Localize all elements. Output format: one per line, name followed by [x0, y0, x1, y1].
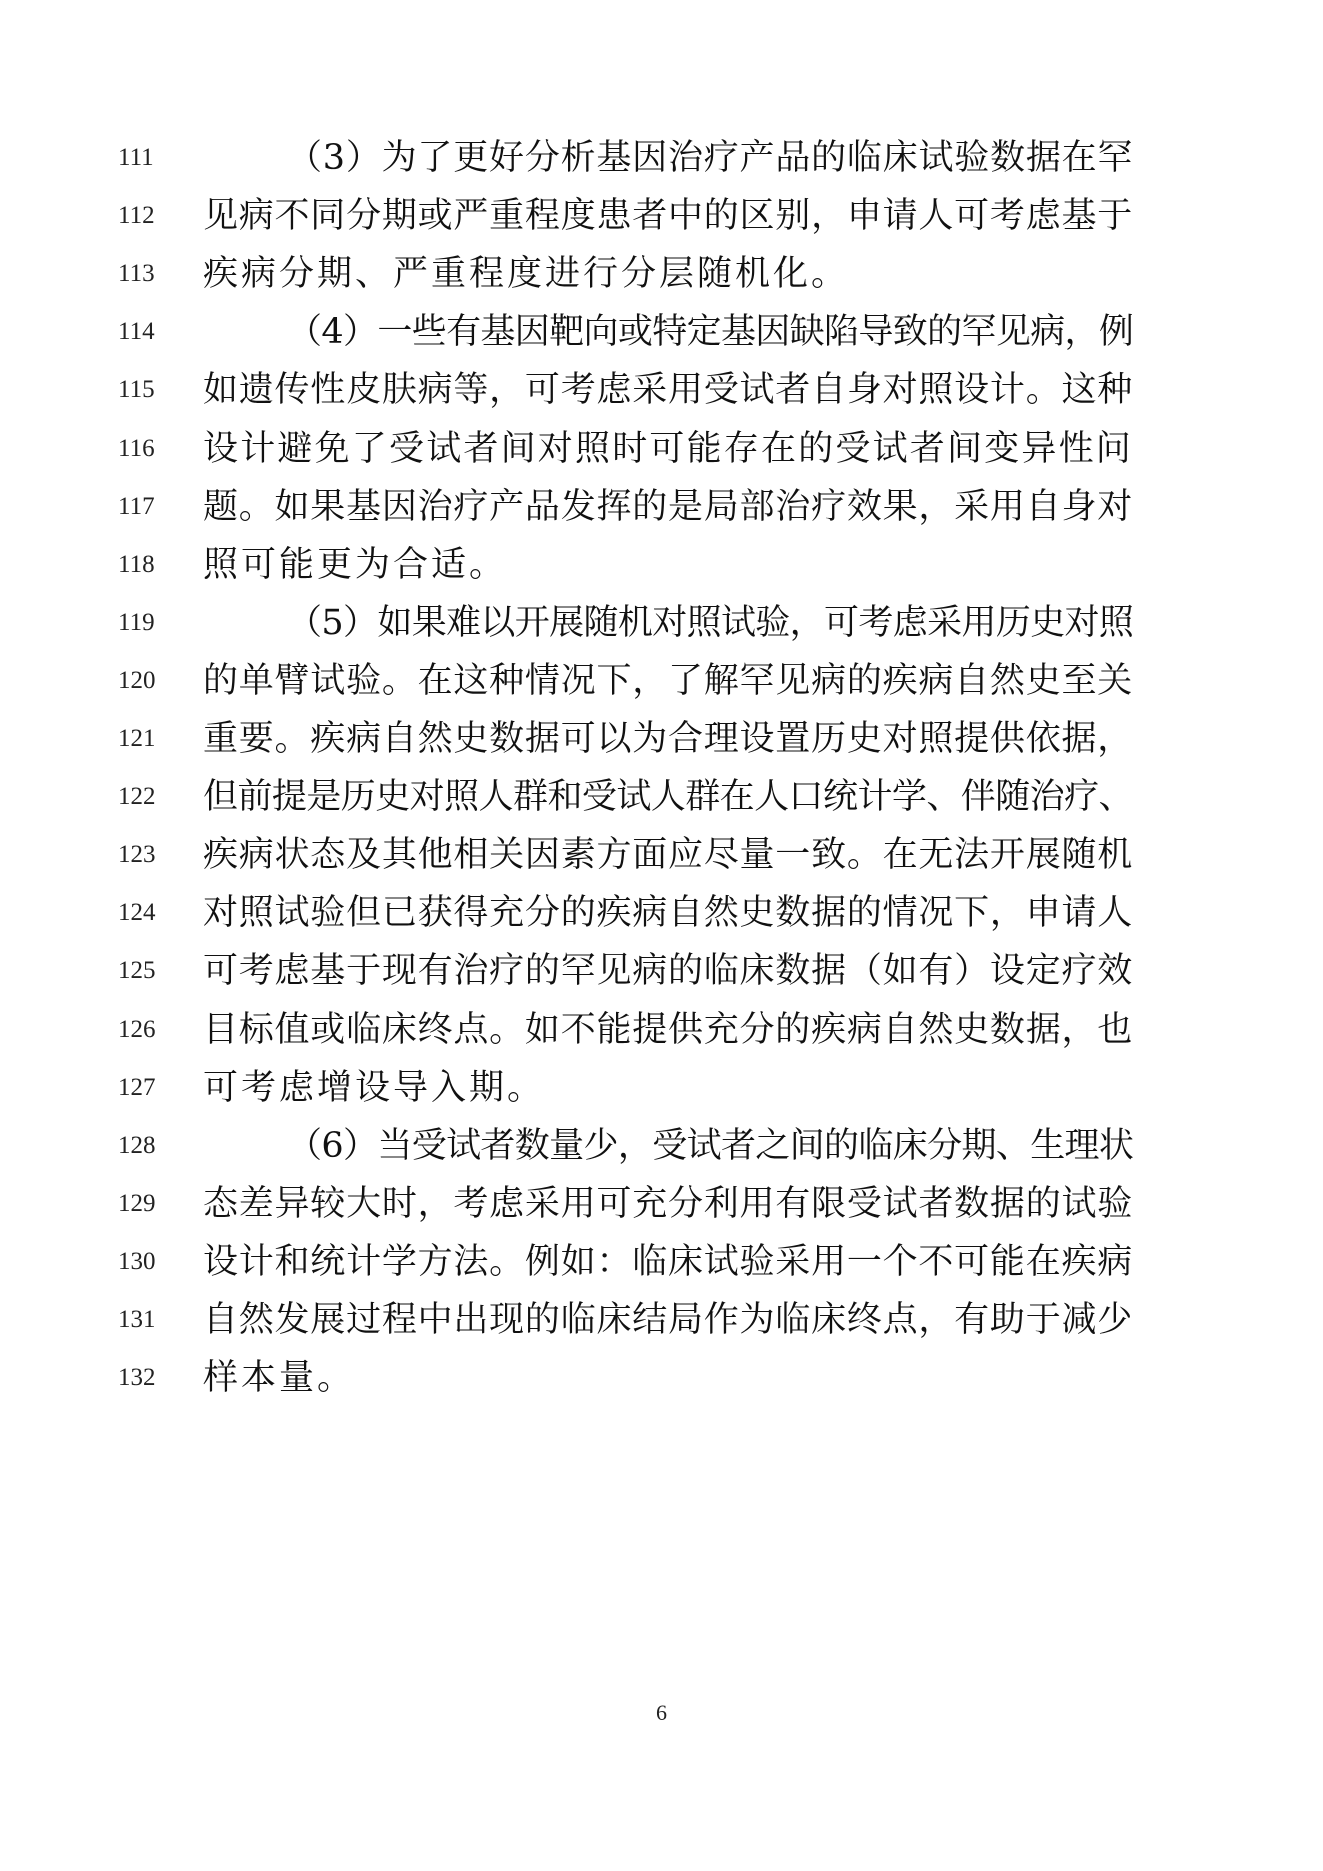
line-text: 态差异较大时，考虑采用可充分利用有限受试者数据的试验 [203, 1183, 1134, 1224]
line-number: 114 [118, 318, 155, 346]
line-text: （4）一些有基因靶向或特定基因缺陷导致的罕见病，例 [287, 312, 1134, 353]
line-text: 照可能更为合适。 [203, 544, 508, 585]
line-number: 124 [118, 899, 156, 927]
page-number: 6 [656, 1700, 667, 1725]
line-text: 重要。疾病自然史数据可以为合理设置历史对照提供依据， [203, 719, 1134, 759]
line-text: 见病不同分期或严重程度患者中的区别，申请人可考虑基于 [203, 196, 1134, 237]
line-number: 111 [118, 144, 154, 171]
line-text: 但前提是历史对照人群和受试人群在人口统计学、伴随治疗、 [203, 777, 1134, 818]
line-text: （6）当受试者数量少，受试者之间的临床分期、生理状 [287, 1125, 1134, 1166]
line-number: 130 [118, 1247, 156, 1275]
line-number: 117 [118, 492, 155, 520]
line-text: 可考虑基于现有治疗的罕见病的临床数据（如有）设定疗效 [203, 951, 1134, 992]
line-number: 118 [118, 550, 155, 578]
line-number: 119 [118, 608, 155, 636]
line-text: 疾病分期、严重程度进行分层随机化。 [203, 254, 850, 295]
line-text: （5）如果难以开展随机对照试验，可考虑采用历史对照 [287, 602, 1134, 643]
line-number: 115 [118, 376, 155, 404]
line-number: 120 [118, 666, 156, 694]
line-number: 125 [118, 957, 156, 985]
line-text: 设计和统计学方法。例如：临床试验采用一个不可能在疾病 [203, 1241, 1134, 1282]
line-text: 自然发展过程中出现的临床结局作为临床终点，有助于减少 [203, 1300, 1134, 1340]
line-text: 样本量。 [203, 1358, 356, 1399]
line-number: 128 [118, 1131, 156, 1159]
line-text: 的单臂试验。在这种情况下，了解罕见病的疾病自然史至关 [203, 660, 1134, 701]
line-text: 可考虑增设导入期。 [203, 1067, 546, 1108]
line-text: 对照试验但已获得充分的疾病自然史数据的情况下，申请人 [203, 893, 1134, 934]
line-text: 目标值或临床终点。如不能提供充分的疾病自然史数据，也 [203, 1009, 1134, 1050]
line-text: 设计避免了受试者间对照时可能存在的受试者间变异性问 [203, 428, 1134, 469]
line-number: 132 [118, 1364, 156, 1392]
line-number: 129 [118, 1189, 156, 1217]
line-text: 题。如果基因治疗产品发挥的是局部治疗效果，采用自身对 [203, 486, 1134, 527]
line-number: 127 [118, 1073, 156, 1101]
line-number: 131 [118, 1306, 156, 1333]
line-text: 疾病状态及其他相关因素方面应尽量一致。在无法开展随机 [203, 835, 1134, 876]
line-number: 113 [118, 260, 155, 288]
line-number: 126 [118, 1015, 156, 1043]
line-text: （3）为了更好分析基因治疗产品的临床试验数据在罕 [287, 138, 1134, 178]
line-number: 121 [118, 725, 156, 752]
line-number: 122 [118, 783, 156, 811]
line-number: 116 [118, 434, 155, 462]
line-number: 123 [118, 841, 156, 869]
text-line [0, 1343, 1323, 1413]
line-number: 112 [118, 202, 155, 230]
line-text: 如遗传性皮肤病等，可考虑采用受试者自身对照设计。这种 [203, 370, 1134, 411]
